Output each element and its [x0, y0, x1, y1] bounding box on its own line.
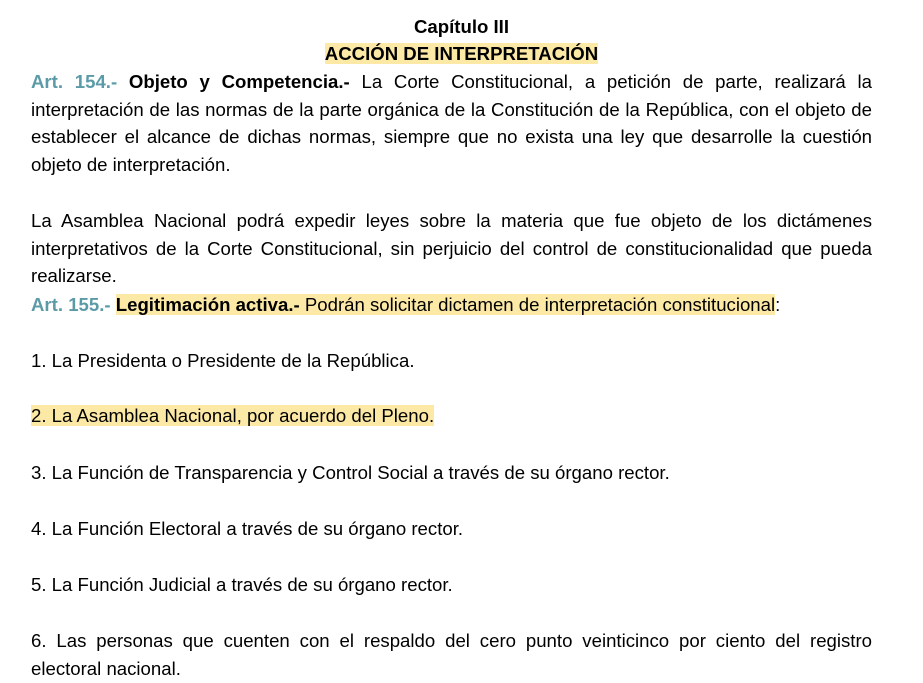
list-item: 4. La Función Electoral a través de su órgano rector. [31, 518, 464, 539]
article-155-number: Art. 155.- [31, 294, 111, 315]
article-155-heading: Legitimación activa.- [115, 294, 300, 315]
article-154-heading: Objeto y Competencia.- [128, 71, 350, 92]
article-154 [31, 68, 872, 178]
article-155 [31, 291, 780, 319]
article-155-intro: Podrán solicitar dictamen de interpretación constitucional [304, 294, 776, 315]
list-item: 5. La Función Judicial a través de su órgano rector. [31, 574, 453, 595]
chapter-label: Capítulo III [413, 16, 510, 37]
list-item: 3. La Función de Transparencia y Control Social a través de su órgano rector. [31, 462, 670, 483]
chapter-title-wrapper [0, 40, 923, 68]
article-155-colon: : [775, 294, 781, 315]
chapter-title: ACCIÓN DE INTERPRETACIÓN [324, 43, 599, 64]
article-154-number: Art. 154.- [31, 71, 118, 92]
article-154-text: La Corte Constitucional, a petición de parte, realizará la interpretación de las normas de la parte orgánica de la Constitución de la República, con el objeto de establecer el alcance de dichas normas, siempre que no exista una ley que desarrolle la cuestión objeto de interpretación. [31, 71, 872, 175]
list-item-highlighted [31, 402, 434, 430]
article-154-paragraph-2: La Asamblea Nacional podrá expedir leyes sobre la materia que fue objeto de los dictámenes interpretativos de la Corte Constitucional, sin perjuicio del control de constitucionalidad que pueda realizarse. [31, 210, 872, 286]
list-item: 2. La Asamblea Nacional, por acuerdo del Pleno. [31, 405, 435, 426]
list-item: 1. La Presidenta o Presidente de la República. [31, 350, 415, 371]
list-item: 6. Las personas que cuenten con el respaldo del cero punto veinticinco por ciento del registro electoral nacional. [31, 630, 872, 679]
article-155-highlight [116, 294, 775, 315]
